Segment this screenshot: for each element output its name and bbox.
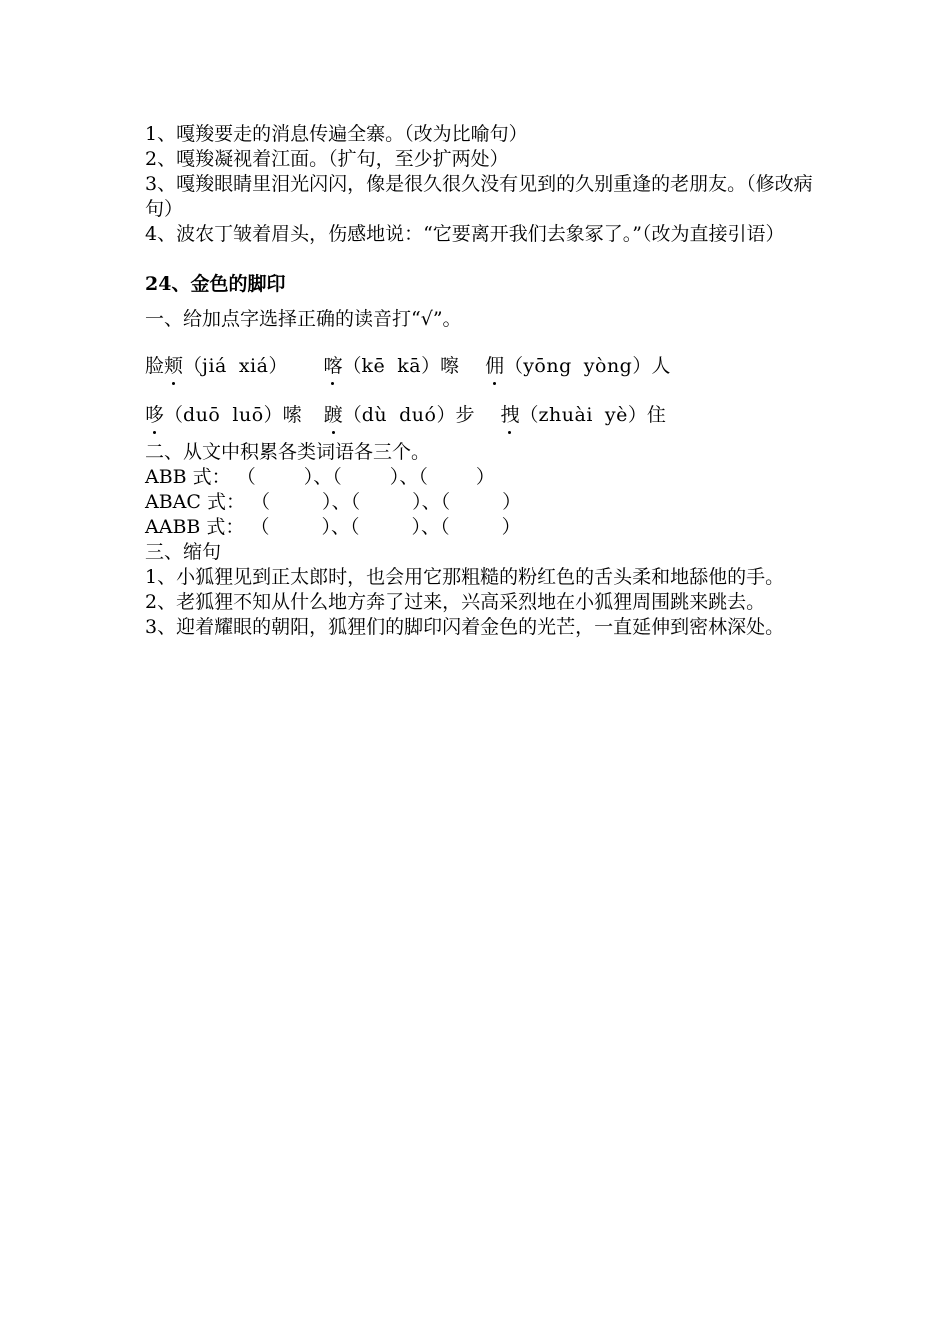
question-4: 4、波农丁皱着眉头，伤感地说：“它要离开我们去象冢了。”（改为直接引语） <box>145 223 785 245</box>
condense-item-3: 3、迎着耀眼的朝阳，狐狸们的脚印闪着金色的光芒，一直延伸到密林深处。 <box>145 616 785 638</box>
dotted-char: 踱 <box>323 404 343 426</box>
pinyin-option[interactable]: kā <box>397 355 422 377</box>
condense-item-1: 1、小狐狸见到正太郎时，也会用它那粗糙的粉红色的舌头柔和地舔他的手。 <box>145 566 785 588</box>
pinyin-option[interactable]: kē <box>361 355 386 377</box>
pinyin-option[interactable]: xiá <box>238 355 269 377</box>
pinyin-item: 拽（zhuài yè）住 <box>500 404 666 426</box>
dotted-char: 拽 <box>500 404 520 426</box>
question-2: 2、嘎羧凝视着江面。（扩句，至少扩两处） <box>145 148 509 170</box>
pinyin-option[interactable]: duō <box>183 404 221 426</box>
part1-instruction: 一、给加点字选择正确的读音打“√”。 <box>145 308 462 330</box>
pinyin-option[interactable]: zhuài <box>538 404 593 426</box>
abac-row: ABAC 式： （ ）、（ ）、（ ） <box>145 491 522 513</box>
part2-instruction: 二、从文中积累各类词语各三个。 <box>145 441 431 463</box>
dotted-char: 喀 <box>323 355 343 377</box>
dotted-char: 颊 <box>164 355 184 377</box>
lesson-title: 24、金色的脚印 <box>145 273 286 295</box>
abac-label: ABAC 式： <box>145 491 245 513</box>
pinyin-item: 佣（yōng yòng）人 <box>485 355 671 377</box>
aabb-row: AABB 式： （ ）、（ ）、（ ） <box>145 516 521 538</box>
dotted-char: 佣 <box>485 355 505 377</box>
pinyin-option[interactable]: duó <box>399 404 437 426</box>
part3-instruction: 三、缩句 <box>145 541 222 563</box>
question-3: 3、嘎羧眼睛里泪光闪闪，像是很久很久没有见到的久别重逢的老朋友。（修改病句） <box>145 173 813 220</box>
abb-label: ABB 式： <box>145 466 231 488</box>
question-1: 1、嘎羧要走的消息传遍全寨。（改为比喻句） <box>145 123 528 145</box>
pinyin-option[interactable]: dù <box>361 404 388 426</box>
pinyin-option[interactable]: yè <box>604 404 628 426</box>
pinyin-option[interactable]: yōng <box>523 355 572 377</box>
condense-item-2: 2、老狐狸不知从什么地方奔了过来，兴高采烈地在小狐狸周围跳来跳去。 <box>145 591 766 613</box>
pinyin-option[interactable]: yòng <box>583 355 633 377</box>
pinyin-row-1 <box>145 354 813 379</box>
pinyin-row-2 <box>145 403 813 428</box>
worksheet-page <box>145 122 813 640</box>
pinyin-item: 脸颊（jiá xiá） <box>145 355 288 377</box>
pinyin-item: 踱（dù duó）步 <box>323 404 475 426</box>
pinyin-item: 哆（duō luō）嗦 <box>145 404 302 426</box>
dotted-char: 哆 <box>145 404 165 426</box>
aabb-label: AABB 式： <box>145 516 245 538</box>
pinyin-item: 喀（kē kā）嚓 <box>323 355 460 377</box>
pinyin-option[interactable]: luō <box>232 404 264 426</box>
pinyin-option[interactable]: jiá <box>202 355 227 377</box>
abb-row: ABB 式： （ ）、（ ）、（ ） <box>145 466 495 488</box>
